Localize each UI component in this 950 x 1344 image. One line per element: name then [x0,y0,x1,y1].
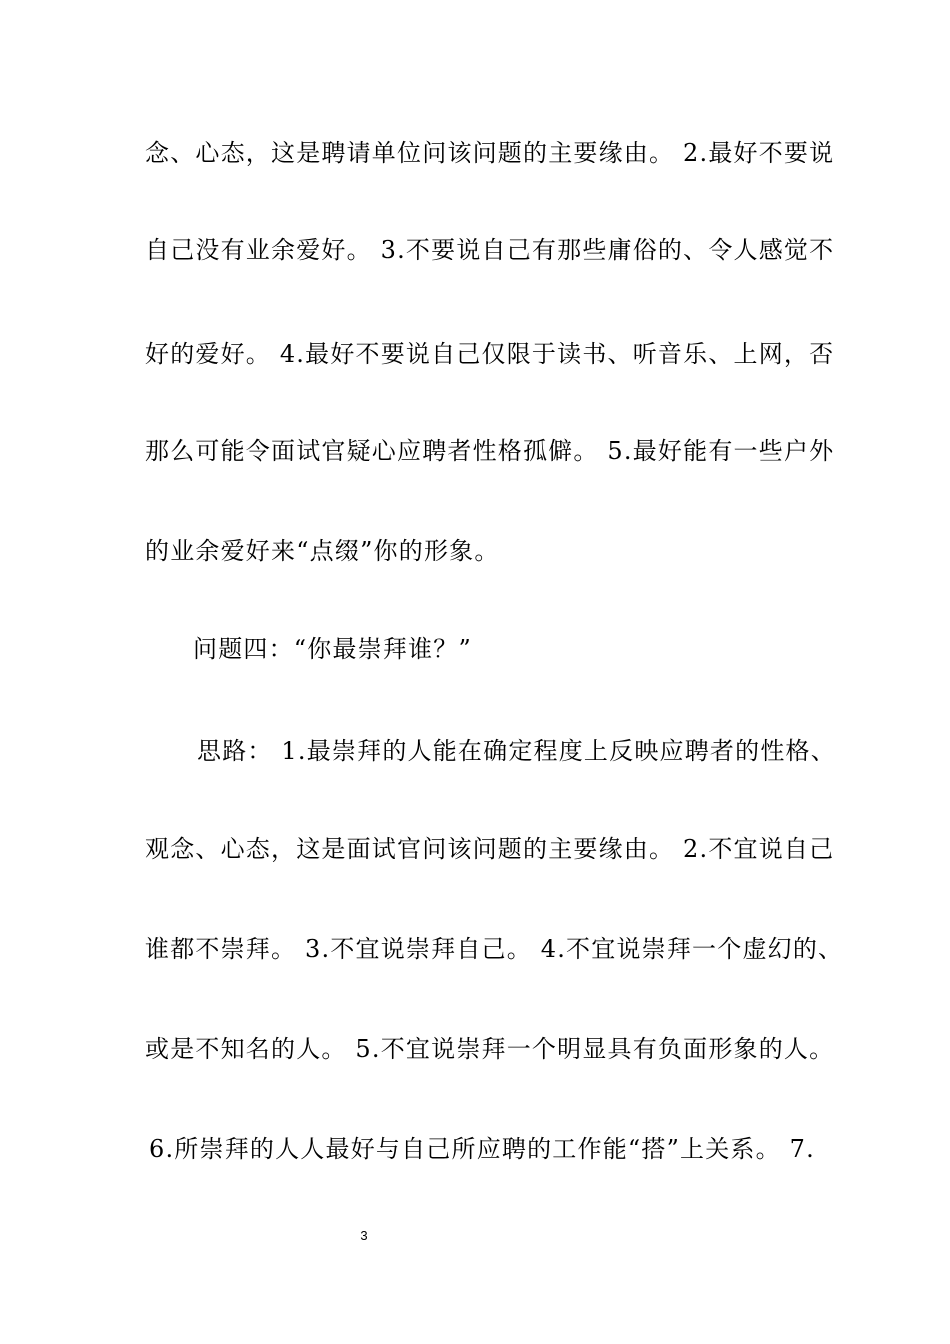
question-heading: 问题四：“你最崇拜谁？” [193,635,472,663]
paragraph-line-11: 6.所崇拜的人人最好与自己所应聘的工作能“搭”上关系。 7. [149,1135,815,1163]
paragraph-line-1: 念、心态，这是聘请单位问该问题的主要缘由。 2.最好不要说 [145,139,835,167]
page-number: 3 [360,1228,368,1243]
paragraph-line-4: 那么可能令面试官疑心应聘者性格孤僻。 5.最好能有一些户外 [145,437,835,465]
paragraph-line-9: 谁都不崇拜。 3.不宜说崇拜自己。 4.不宜说崇拜一个虚幻的、 [145,935,844,963]
paragraph-line-5: 的业余爱好来“点缀”你的形象。 [145,537,500,565]
paragraph-line-8: 观念、心态，这是面试官问该问题的主要缘由。 2.不宜说自己 [145,835,835,863]
paragraph-line-3: 好的爱好。 4.最好不要说自己仅限于读书、听音乐、上网，否 [145,340,835,368]
paragraph-line-7: 思路： 1.最崇拜的人能在确定程度上反映应聘者的性格、 [197,737,836,765]
paragraph-line-10: 或是不知名的人。 5.不宜说崇拜一个明显具有负面形象的人。 [145,1035,835,1063]
paragraph-line-2: 自己没有业余爱好。 3.不要说自己有那些庸俗的、令人感觉不 [145,236,835,264]
